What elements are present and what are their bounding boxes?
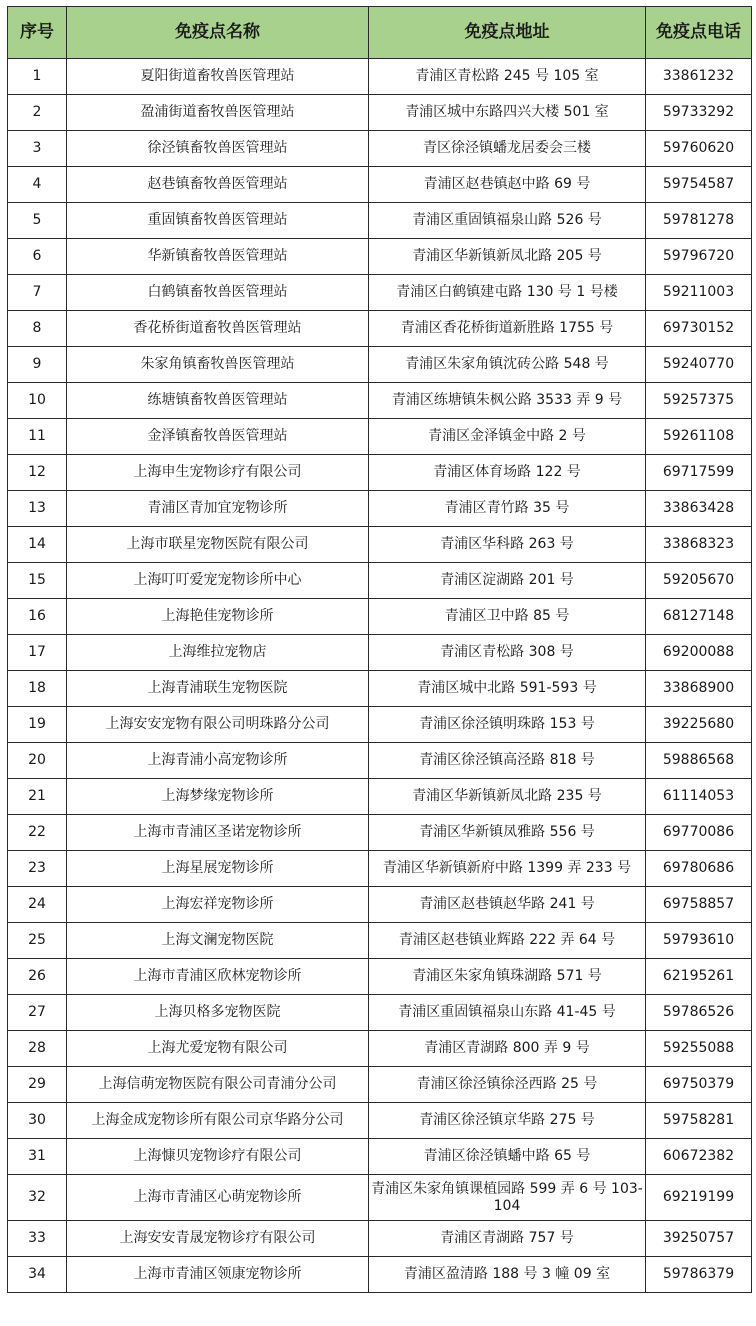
cell-address: 青浦区白鹤镇建屯路 130 号 1 号楼 bbox=[369, 275, 646, 311]
cell-name: 上海申生宠物诊疗有限公司 bbox=[67, 455, 369, 491]
cell-address: 青浦区朱家角镇沈砖公路 548 号 bbox=[369, 347, 646, 383]
cell-phone: 69770086 bbox=[646, 815, 752, 851]
cell-phone: 68127148 bbox=[646, 599, 752, 635]
cell-address: 青浦区重固镇福泉山路 526 号 bbox=[369, 203, 646, 239]
cell-index: 7 bbox=[8, 275, 67, 311]
header-index: 序号 bbox=[8, 7, 67, 59]
cell-address: 青浦区徐泾镇京华路 275 号 bbox=[369, 1103, 646, 1139]
cell-phone: 33861232 bbox=[646, 59, 752, 95]
cell-index: 23 bbox=[8, 851, 67, 887]
cell-phone: 59257375 bbox=[646, 383, 752, 419]
table-row bbox=[8, 779, 752, 815]
cell-phone: 69758857 bbox=[646, 887, 752, 923]
cell-name: 上海文澜宠物医院 bbox=[67, 923, 369, 959]
table-row bbox=[8, 275, 752, 311]
cell-index: 29 bbox=[8, 1067, 67, 1103]
cell-address: 青浦区华新镇新府中路 1399 弄 233 号 bbox=[369, 851, 646, 887]
table-row bbox=[8, 383, 752, 419]
cell-index: 17 bbox=[8, 635, 67, 671]
cell-index: 2 bbox=[8, 95, 67, 131]
table-row bbox=[8, 419, 752, 455]
cell-name: 夏阳街道畜牧兽医管理站 bbox=[67, 59, 369, 95]
cell-address: 青浦区体育场路 122 号 bbox=[369, 455, 646, 491]
cell-name: 上海金成宠物诊所有限公司京华路分公司 bbox=[67, 1103, 369, 1139]
cell-phone: 59758281 bbox=[646, 1103, 752, 1139]
cell-phone: 69219199 bbox=[646, 1175, 752, 1221]
cell-phone: 59786379 bbox=[646, 1257, 752, 1293]
table-row bbox=[8, 167, 752, 203]
cell-name: 香花桥街道畜牧兽医管理站 bbox=[67, 311, 369, 347]
table-row bbox=[8, 635, 752, 671]
cell-name: 上海叮叮爱宠宠物诊所中心 bbox=[67, 563, 369, 599]
table-row bbox=[8, 527, 752, 563]
cell-name: 上海星展宠物诊所 bbox=[67, 851, 369, 887]
table-row bbox=[8, 491, 752, 527]
cell-index: 32 bbox=[8, 1175, 67, 1221]
cell-name: 上海市联星宠物医院有限公司 bbox=[67, 527, 369, 563]
cell-name: 重固镇畜牧兽医管理站 bbox=[67, 203, 369, 239]
cell-name: 朱家角镇畜牧兽医管理站 bbox=[67, 347, 369, 383]
cell-phone: 59733292 bbox=[646, 95, 752, 131]
cell-index: 28 bbox=[8, 1031, 67, 1067]
cell-address: 青浦区朱家角镇珠湖路 571 号 bbox=[369, 959, 646, 995]
table-row bbox=[8, 995, 752, 1031]
table-row bbox=[8, 1103, 752, 1139]
cell-address: 青浦区淀湖路 201 号 bbox=[369, 563, 646, 599]
table-row bbox=[8, 1067, 752, 1103]
cell-address: 青浦区华科路 263 号 bbox=[369, 527, 646, 563]
cell-phone: 33868323 bbox=[646, 527, 752, 563]
table-row bbox=[8, 239, 752, 275]
cell-index: 22 bbox=[8, 815, 67, 851]
cell-name: 上海维拉宠物店 bbox=[67, 635, 369, 671]
table-body bbox=[8, 59, 752, 1293]
cell-phone: 62195261 bbox=[646, 959, 752, 995]
cell-address: 青浦区金泽镇金中路 2 号 bbox=[369, 419, 646, 455]
table-row bbox=[8, 815, 752, 851]
cell-address: 青浦区徐泾镇徐泾西路 25 号 bbox=[369, 1067, 646, 1103]
cell-index: 9 bbox=[8, 347, 67, 383]
table-row bbox=[8, 599, 752, 635]
cell-phone: 59886568 bbox=[646, 743, 752, 779]
table-row bbox=[8, 851, 752, 887]
cell-name: 上海安安宠物有限公司明珠路分公司 bbox=[67, 707, 369, 743]
cell-name: 上海安安青晟宠物诊疗有限公司 bbox=[67, 1221, 369, 1257]
cell-index: 12 bbox=[8, 455, 67, 491]
cell-name: 青浦区青加宜宠物诊所 bbox=[67, 491, 369, 527]
cell-address: 青浦区城中北路 591-593 号 bbox=[369, 671, 646, 707]
cell-phone: 59240770 bbox=[646, 347, 752, 383]
cell-phone: 69717599 bbox=[646, 455, 752, 491]
cell-index: 21 bbox=[8, 779, 67, 815]
cell-address: 青浦区重固镇福泉山东路 41-45 号 bbox=[369, 995, 646, 1031]
cell-index: 24 bbox=[8, 887, 67, 923]
cell-phone: 59786526 bbox=[646, 995, 752, 1031]
cell-name: 上海市青浦区心萌宠物诊所 bbox=[67, 1175, 369, 1221]
cell-name: 盈浦街道畜牧兽医管理站 bbox=[67, 95, 369, 131]
cell-name: 上海慷贝宠物诊疗有限公司 bbox=[67, 1139, 369, 1175]
table-row bbox=[8, 95, 752, 131]
cell-phone: 69200088 bbox=[646, 635, 752, 671]
cell-name: 徐泾镇畜牧兽医管理站 bbox=[67, 131, 369, 167]
table-row bbox=[8, 887, 752, 923]
cell-address: 青浦区青湖路 757 号 bbox=[369, 1221, 646, 1257]
cell-phone: 59754587 bbox=[646, 167, 752, 203]
cell-phone: 33863428 bbox=[646, 491, 752, 527]
cell-phone: 59796720 bbox=[646, 239, 752, 275]
header-name: 免疫点名称 bbox=[67, 7, 369, 59]
cell-index: 34 bbox=[8, 1257, 67, 1293]
cell-index: 16 bbox=[8, 599, 67, 635]
cell-phone: 59255088 bbox=[646, 1031, 752, 1067]
cell-address: 青浦区青湖路 800 弄 9 号 bbox=[369, 1031, 646, 1067]
cell-index: 18 bbox=[8, 671, 67, 707]
cell-index: 1 bbox=[8, 59, 67, 95]
cell-index: 27 bbox=[8, 995, 67, 1031]
cell-phone: 59211003 bbox=[646, 275, 752, 311]
cell-phone: 59205670 bbox=[646, 563, 752, 599]
cell-name: 上海信萌宠物医院有限公司青浦分公司 bbox=[67, 1067, 369, 1103]
cell-phone: 59781278 bbox=[646, 203, 752, 239]
vaccination-sites-table bbox=[7, 6, 752, 1293]
cell-index: 6 bbox=[8, 239, 67, 275]
table-row bbox=[8, 347, 752, 383]
cell-address: 青浦区青竹路 35 号 bbox=[369, 491, 646, 527]
cell-phone: 69780686 bbox=[646, 851, 752, 887]
table-row bbox=[8, 923, 752, 959]
table-row bbox=[8, 455, 752, 491]
cell-phone: 61114053 bbox=[646, 779, 752, 815]
table-header-row bbox=[8, 7, 752, 59]
cell-phone: 69750379 bbox=[646, 1067, 752, 1103]
table-row bbox=[8, 1175, 752, 1221]
cell-name: 上海艳佳宠物诊所 bbox=[67, 599, 369, 635]
cell-name: 练塘镇畜牧兽医管理站 bbox=[67, 383, 369, 419]
cell-index: 3 bbox=[8, 131, 67, 167]
cell-name: 上海市青浦区欣林宠物诊所 bbox=[67, 959, 369, 995]
table-row bbox=[8, 959, 752, 995]
cell-index: 31 bbox=[8, 1139, 67, 1175]
table-row bbox=[8, 131, 752, 167]
cell-address: 青浦区城中东路四兴大楼 501 室 bbox=[369, 95, 646, 131]
cell-name: 上海梦缘宠物诊所 bbox=[67, 779, 369, 815]
cell-address: 青浦区盈清路 188 号 3 幢 09 室 bbox=[369, 1257, 646, 1293]
cell-index: 19 bbox=[8, 707, 67, 743]
header-address: 免疫点地址 bbox=[369, 7, 646, 59]
cell-address: 青浦区徐泾镇高泾路 818 号 bbox=[369, 743, 646, 779]
table-row bbox=[8, 671, 752, 707]
cell-index: 8 bbox=[8, 311, 67, 347]
cell-phone: 59261108 bbox=[646, 419, 752, 455]
cell-phone: 33868900 bbox=[646, 671, 752, 707]
cell-index: 13 bbox=[8, 491, 67, 527]
cell-phone: 39250757 bbox=[646, 1221, 752, 1257]
cell-index: 33 bbox=[8, 1221, 67, 1257]
cell-name: 上海宏祥宠物诊所 bbox=[67, 887, 369, 923]
cell-address: 青浦区华新镇凤雅路 556 号 bbox=[369, 815, 646, 851]
cell-address: 青浦区华新镇新凤北路 205 号 bbox=[369, 239, 646, 275]
cell-address: 青浦区卫中路 85 号 bbox=[369, 599, 646, 635]
table-row bbox=[8, 203, 752, 239]
cell-address: 青浦区赵巷镇赵华路 241 号 bbox=[369, 887, 646, 923]
cell-address: 青浦区青松路 245 号 105 室 bbox=[369, 59, 646, 95]
cell-index: 14 bbox=[8, 527, 67, 563]
cell-phone: 39225680 bbox=[646, 707, 752, 743]
cell-name: 华新镇畜牧兽医管理站 bbox=[67, 239, 369, 275]
cell-address: 青浦区香花桥街道新胜路 1755 号 bbox=[369, 311, 646, 347]
cell-name: 上海青浦小高宠物诊所 bbox=[67, 743, 369, 779]
table-row bbox=[8, 1139, 752, 1175]
table-row bbox=[8, 1257, 752, 1293]
cell-name: 上海市青浦区领康宠物诊所 bbox=[67, 1257, 369, 1293]
cell-address: 青浦区赵巷镇业辉路 222 弄 64 号 bbox=[369, 923, 646, 959]
cell-name: 金泽镇畜牧兽医管理站 bbox=[67, 419, 369, 455]
cell-name: 上海青浦联生宠物医院 bbox=[67, 671, 369, 707]
cell-phone: 59793610 bbox=[646, 923, 752, 959]
cell-index: 30 bbox=[8, 1103, 67, 1139]
cell-phone: 60672382 bbox=[646, 1139, 752, 1175]
cell-address: 青浦区徐泾镇蟠中路 65 号 bbox=[369, 1139, 646, 1175]
cell-address: 青浦区青松路 308 号 bbox=[369, 635, 646, 671]
cell-address: 青浦区华新镇新凤北路 235 号 bbox=[369, 779, 646, 815]
cell-index: 5 bbox=[8, 203, 67, 239]
cell-address: 青浦区朱家角镇课植园路 599 弄 6 号 103-104 bbox=[369, 1175, 646, 1221]
cell-name: 上海贝格多宠物医院 bbox=[67, 995, 369, 1031]
cell-name: 赵巷镇畜牧兽医管理站 bbox=[67, 167, 369, 203]
cell-address: 青浦区徐泾镇明珠路 153 号 bbox=[369, 707, 646, 743]
cell-index: 26 bbox=[8, 959, 67, 995]
table-row bbox=[8, 311, 752, 347]
cell-address: 青浦区练塘镇朱枫公路 3533 弄 9 号 bbox=[369, 383, 646, 419]
table-row bbox=[8, 743, 752, 779]
table-row bbox=[8, 563, 752, 599]
header-phone: 免疫点电话 bbox=[646, 7, 752, 59]
cell-address: 青浦区赵巷镇赵中路 69 号 bbox=[369, 167, 646, 203]
table-row bbox=[8, 59, 752, 95]
cell-name: 上海尤爱宠物有限公司 bbox=[67, 1031, 369, 1067]
cell-index: 20 bbox=[8, 743, 67, 779]
table-row bbox=[8, 1031, 752, 1067]
cell-index: 4 bbox=[8, 167, 67, 203]
cell-address: 青区徐泾镇蟠龙居委会三楼 bbox=[369, 131, 646, 167]
cell-index: 11 bbox=[8, 419, 67, 455]
cell-phone: 59760620 bbox=[646, 131, 752, 167]
table-row bbox=[8, 1221, 752, 1257]
cell-index: 25 bbox=[8, 923, 67, 959]
cell-index: 10 bbox=[8, 383, 67, 419]
cell-name: 白鹤镇畜牧兽医管理站 bbox=[67, 275, 369, 311]
cell-phone: 69730152 bbox=[646, 311, 752, 347]
cell-index: 15 bbox=[8, 563, 67, 599]
table-row bbox=[8, 707, 752, 743]
cell-name: 上海市青浦区圣诺宠物诊所 bbox=[67, 815, 369, 851]
